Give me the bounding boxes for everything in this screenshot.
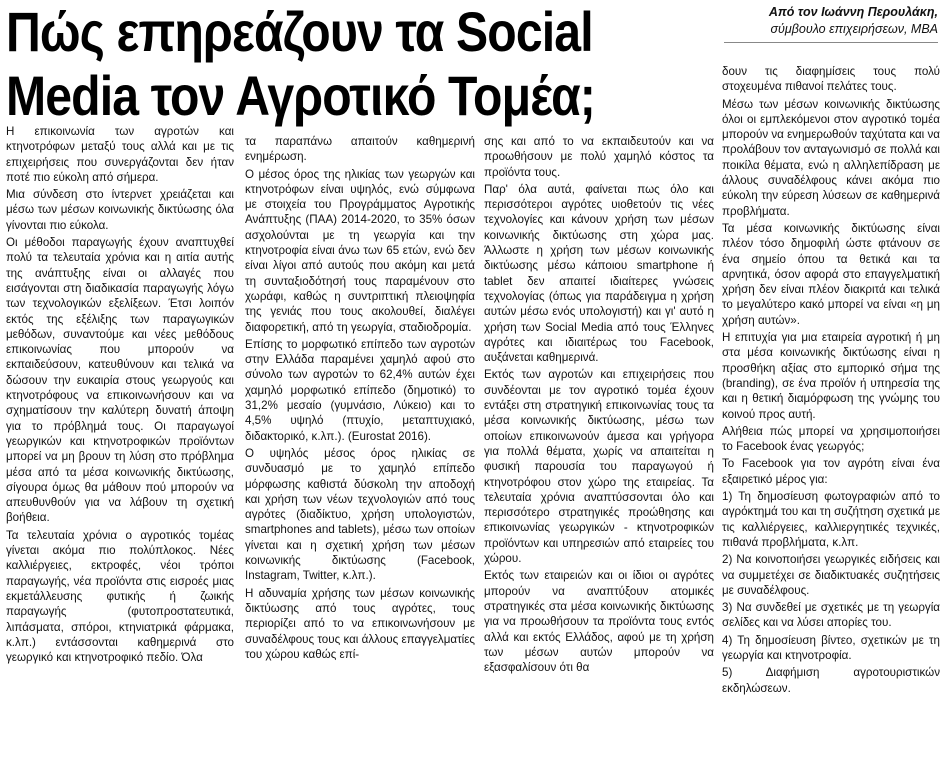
article-paragraph: Εκτός των αγροτών και επιχειρήσεις που συνδέονται με τον αγροτικό τομέα έχουν εντάξει στη στρατηγική επικοινωνίας τους τα μέσα κοινωνικής δικτύωσης, μέσω των οποίων επικοινωνούν άμεσα και γρήγορα για πολλά θέματα, χωρίς να απαιτείται η φυσική παρουσία του παραγωγού ή κτηνοτρόφου στον χώρο της εταιρείας. Τα τελευταία χρόνια αναπτύσσονται όλο και περισσότερο στρατηγικές προώθησης και επικοινωνίας γεωργικών - κτηνοτροφικών προϊόντων και υπηρεσιών από εταιρείες του χώρου. — [484, 368, 714, 566]
byline-role: σύμβουλο επιχειρήσεων, MBA — [770, 22, 938, 36]
article-paragraph: Τα τελευταία χρόνια ο αγροτικός τομέας γίνεται ακόμα πιο πολύπλοκος. Νέες καλλιέργειες, εκτροφές, νέοι τρόποι παραγωγής, νέα προϊόντα στις εισροές μιας εκμετάλλευσης φυτικής ή ζωικής παραγωγής (φυτοπροστατευτικά, λιπάσματα, σπόροι, κτηνιατρικά φάρμακα, κ.λπ.) εντάσσονται καθημερινά στο γεωργικό και κτηνοτροφικό πεδίο. Όλα — [6, 528, 234, 665]
article-paragraph: σης και από το να εκπαιδευτούν και να προωθήσουν με πολύ χαμηλό κόστος τα προϊόντα τους. — [484, 135, 714, 179]
article-paragraph: 4) Τη δημοσίευση βίντεο, σχετικών με τη γεωργία και κτηνοτροφία. — [722, 633, 940, 662]
article-paragraph: 2) Να κοινοποιήσει γεωργικές ειδήσεις και να συμμετέχει σε διαδικτυακές συζητήσεις με συναδέλφους. — [722, 553, 940, 597]
article-paragraph: Οι μέθοδοι παραγωγής έχουν αναπτυχθεί πολύ τα τελευταία χρόνια και η αιτία αυτής της ανάπτυξης είναι οι αλλαγές που εισάγονται στη διαδικασία παραγωγής λόγω των τεχνολογικών εξελίξεων. Έτσι λοιπόν εκτός της εξέλιξης των παραγωγικών μεθόδων, συναντούμε και νέες μεθόδους επικοινωνίας που μπορούν να εκπαιδεύσουν, κατευθύνουν και τελικά να δώσουν την ευκαιρία στους γεωργούς και κτηνοτρόφους να επικοινωνήσουν και να σχηματίσουν την καλύτερη δυνατή άποψη για το πρόβλημά τους. Οι παραγωγοί γεωργικών και κτηνοτροφικών προϊόντων μπορεί να μη βρουν τη λύση στο πρόβλημα μέσα από τα μέσα κοινωνικής δικτύωσης, σίγουρα όμως θα μάθουν πού μπορούν να απευθυνθούν για να λάβουν τη σχετική βοήθεια. — [6, 236, 234, 525]
article-column-2 — [245, 134, 475, 780]
article-paragraph: Αλήθεια πώς μπορεί να χρησιμοποιήσει το Facebook ένας γεωργός; — [722, 424, 940, 454]
article-paragraph: 3) Να συνδεθεί με σχετικές με τη γεωργία σελίδες και να λύσει απορίες του. — [722, 601, 940, 630]
article-paragraph: Ο μέσος όρος της ηλικίας των γεωργών και κτηνοτρόφων είναι υψηλός, ενώ σύμφωνα με στοιχεία του Προγράμματος Αγροτικής Ανάπτυξης (ΠΑΑ) 2014-2020, το 35% όσων ασχολούνται με τη γεωργία και την κτηνοτροφία είναι άνω των 65 ετών, ενώ δεν είναι λίγοι από αυτούς που ακόμη και μετά τη συνταξιοδότησή τους παραμένουν στο χωράφι, καθώς η συντριπτική πλειοψηφία της γενιάς που τους ακολουθεί, διαλέγει διαφορετική, από τη γεωργία, σταδιοδρομία. — [245, 167, 475, 334]
article-paragraph: δουν τις διαφημίσεις τους πολύ στοχευμένα πιθανοί πελάτες τους. — [722, 65, 940, 94]
article-paragraph: Εκτός των εταιρειών και οι ίδιοι οι αγρότες μπορούν να αναπτύξουν ατομικές στρατηγικές στα μέσα κοινωνικής δικτύωσης για να προωθήσουν τα προϊόντα τους εντός αλλά και εκτός Ελλάδος, αφού με τη χρήση των μέσων αυτών μπορούν να εξασφαλίσουν ότι θα — [484, 569, 714, 675]
article-paragraph: Η αδυναμία χρήσης των μέσων κοινωνικής δικτύωσης από τους αγρότες, τους περιορίζει από το να επικοινωνήσουν με συναδέλφους τους και άλλους επαγγελματίες του χώρου καθώς επί- — [245, 586, 475, 661]
article-paragraph: Μέσω των μέσων κοινωνικής δικτύωσης όλοι οι εμπλεκόμενοι στον αγροτικό τομέα μπορούν να ενημερωθούν ταχύτατα και να προλάβουν τον ανταγωνισμό σε πολλά και ποικίλα θέματα, ενώ η αλληλεπίδραση με άλλους συναδέλφους κάνει ακόμα πιο εύκολη την εύρεση λύσεων σε καθημερινά προβλήματα. — [722, 97, 940, 218]
article-paragraph: τα παραπάνω απαιτούν καθημερινή ενημέρωση. — [245, 135, 475, 164]
headline-line-2: Media τον Αγροτικό Τομέα; — [6, 64, 595, 127]
article-column-1 — [6, 124, 234, 780]
headline-line-1: Πώς επηρεάζουν τα Social — [6, 0, 593, 63]
byline — [724, 4, 938, 38]
byline-author: Από τον Ιωάννη Περουλάκη, — [768, 5, 938, 19]
article-paragraph: Μια σύνδεση στο ίντερνετ χρειάζεται και μέσω των μέσων κοινωνικής δικτύωσης όλα γίνονται πιο εύκολα. — [6, 188, 234, 232]
article-paragraph: Ο υψηλός μέσος όρος ηλικίας σε συνδυασμό με το χαμηλό επίπεδο μόρφωσης καθιστά δύσκολη την αποδοχή και χρήση των νέων τεχνολογιών από τους αγρότες (διαδίκτυο, χρήση υπολογιστών, smartphones and tablets), μέσω των οποίων γίνεται και η σχετική χρήση των μέσων κοινωνικής δικτύωσης (Facebook, Instagram, Twitter, κ.λπ.). — [245, 446, 475, 583]
article-paragraph: 1) Τη δημοσίευση φωτογραφιών από το αγρόκτημά του και τη συζήτηση σχετικά με τις καλλιέργειες, καλλιεργητικές τεχνικές, πιθανά προβλήματα, κ.λπ. — [722, 490, 940, 549]
article-paragraph: Το Facebook για τον αγρότη είναι ένα εξαιρετικό μέρος για: — [722, 457, 940, 486]
article-paragraph: Τα μέσα κοινωνικής δικτύωσης είναι πλέον τόσο δημοφιλή ώστε φτάνουν σε ένα σημείο όπου τα θετικά και τα αρνητικά, όσον αφορά στο επαγγελματική χρήση δεν είναι πλέον διακριτά και τελικά το μεγαλύτερο κακό μπορεί να είναι «η μη χρήση αυτών». — [722, 221, 940, 327]
article-paragraph: Παρ' όλα αυτά, φαίνεται πως όλο και περισσότεροι αγρότες υιοθετούν τις νέες τεχνολογίες και κάνουν χρήση των μέσων κοινωνικής δικτύωσης στη χώρα μας. Άλλωστε η χρήση των μέσων κοινωνικής δικτύωσης μέσω κάποιου smartphone ή tablet δεν απαιτεί ιδιαίτερες γνώσεις τεχνολογίας (όπως για παράδειγμα η χρήση αυτών μέσω ενός υπολογιστή) και γι' αυτό η χρήση των Social Media από τους Έλληνες αγρότες και ιδιαιτέρως του Facebook, αυξάνεται καθημερινά. — [484, 182, 714, 365]
article-column-3 — [484, 134, 714, 780]
article-paragraph: Η επικοινωνία των αγροτών και κτηνοτρόφων μεταξύ τους αλλά και με τις επιχειρήσεις που συνεργάζονται δεν ήταν ποτέ πιο εύκολη από σήμερα. — [6, 125, 234, 184]
article-column-4 — [722, 64, 940, 780]
headline — [6, 0, 618, 128]
article-paragraph: Επίσης το μορφωτικό επίπεδο των αγροτών στην Ελλάδα παραμένει χαμηλό αφού στο σύνολο των αγροτών το 62,4% αυτών έχει χαμηλό μορφωτικό επίπεδο (δημοτικό) το 31,2% μεσαίο (γυμνάσιο, Λύκειο) και το 4,5% υψηλό (πτυχίο, μεταπτυχιακό, διδακτορικό, κ.λπ.). (Eurostat 2016). — [245, 337, 475, 443]
article-paragraph: 5) Διαφήμιση αγροτουριστικών εκδηλώσεων. — [722, 666, 940, 695]
byline-divider — [724, 42, 938, 43]
article-paragraph: Η επιτυχία για μια εταιρεία αγροτική ή μη στα μέσα κοινωνικής δικτύωσης είναι η προσθήκη αξίας στο εμπορικό σήμα της (branding), σε ένα προϊόν ή υπηρεσία της και η θετική διαμόρφωση της γνώμης του κοινού προς αυτή. — [722, 331, 940, 421]
